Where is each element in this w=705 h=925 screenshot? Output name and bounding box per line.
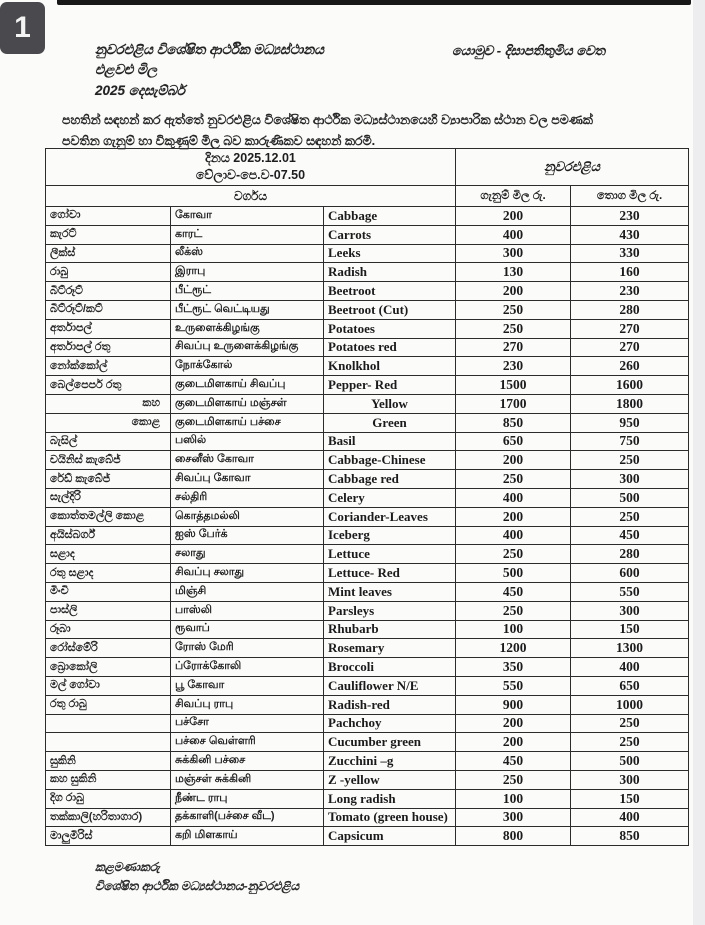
cell-name-english: Iceberg: [324, 526, 456, 545]
cell-name-sinhala: සැල්දිරි: [46, 488, 171, 507]
cell-wholesale-price: 300: [571, 770, 689, 789]
cell-wholesale-price: 160: [571, 263, 689, 282]
cell-wholesale-price: 500: [571, 752, 689, 771]
cell-name-sinhala: අර්තාපල් රතු: [46, 338, 171, 357]
cell-wholesale-price: 250: [571, 714, 689, 733]
cell-name-tamil: பாஸ்லி: [171, 601, 324, 620]
cell-name-tamil: சுக்கினி பச்சை: [171, 752, 324, 771]
cell-name-tamil: ரூவாப்: [171, 620, 324, 639]
cell-name-english: Lettuce- Red: [324, 564, 456, 583]
cell-name-english: Rhubarb: [324, 620, 456, 639]
cell-buying-price: 350: [456, 658, 571, 677]
table-row: [46, 714, 689, 733]
cell-buying-price: 200: [456, 207, 571, 226]
cell-name-tamil: நீண்ட ராபு: [171, 789, 324, 808]
cell-wholesale-price: 600: [571, 564, 689, 583]
document-header: [95, 40, 324, 101]
cell-wholesale-price: 550: [571, 582, 689, 601]
cell-name-tamil: லீக்ஸ்: [171, 244, 324, 263]
table-row: [46, 470, 689, 489]
cell-name-tamil: உருளைக்கிழங்கு: [171, 319, 324, 338]
cell-wholesale-price: 400: [571, 658, 689, 677]
table-header-row-1: [46, 149, 689, 186]
cell-name-english: Basil: [324, 432, 456, 451]
cell-name-english: Potatoes: [324, 319, 456, 338]
cell-name-english: Cucumber green: [324, 733, 456, 752]
cell-name-tamil: பீட்ரூட்: [171, 282, 324, 301]
cell-name-sinhala: ගෝවා: [46, 207, 171, 226]
cell-buying-price: 400: [456, 526, 571, 545]
table-row: [46, 564, 689, 583]
cell-name-tamil: தக்காளி(பச்சை வீட): [171, 808, 324, 827]
table-row: [46, 658, 689, 677]
cell-wholesale-price: 250: [571, 733, 689, 752]
cell-name-tamil: பஸில்: [171, 432, 324, 451]
cell-name-sinhala: කහ: [46, 394, 171, 413]
cell-name-english: Cabbage red: [324, 470, 456, 489]
cell-wholesale-price: 260: [571, 357, 689, 376]
cell-name-sinhala: රතු රාබු: [46, 695, 171, 714]
cell-buying-price: 500: [456, 564, 571, 583]
cell-name-sinhala: නෝක්කෝල්: [46, 357, 171, 376]
variety-header: වර්ගය: [46, 186, 456, 207]
cell-name-sinhala: බ්‍රොකෝලි: [46, 658, 171, 677]
table-row: [46, 733, 689, 752]
cell-name-english: Cabbage: [324, 207, 456, 226]
cell-buying-price: 450: [456, 582, 571, 601]
cell-wholesale-price: 270: [571, 319, 689, 338]
price-list-subtitle: එළවළු මිල: [95, 62, 158, 78]
cell-wholesale-price: 1800: [571, 394, 689, 413]
cell-name-sinhala: දිග රාබු: [46, 789, 171, 808]
cell-name-sinhala: අර්තාපල්: [46, 319, 171, 338]
cell-name-sinhala: කහ සුකිනි: [46, 770, 171, 789]
table-row: [46, 507, 689, 526]
cell-buying-price: 650: [456, 432, 571, 451]
cell-name-sinhala: රේඩ් කැබේජ්: [46, 470, 171, 489]
cell-name-tamil: இராபு: [171, 263, 324, 282]
cell-name-tamil: சலாது: [171, 545, 324, 564]
cell-wholesale-price: 850: [571, 827, 689, 846]
table-row: [46, 582, 689, 601]
cell-name-tamil: குடைமிளகாய் மஞ்சள்: [171, 394, 324, 413]
cell-name-english: Pepper- Red: [324, 376, 456, 395]
document-footer: [95, 858, 299, 896]
table-row: [46, 263, 689, 282]
cell-name-tamil: நோக்கோல்: [171, 357, 324, 376]
cell-name-sinhala: රෝස්මේරි: [46, 639, 171, 658]
cell-name-sinhala: බීට්රූට්: [46, 282, 171, 301]
table-row: [46, 319, 689, 338]
cell-name-sinhala: රතු සළාද: [46, 564, 171, 583]
cell-wholesale-price: 250: [571, 451, 689, 470]
table-row: [46, 413, 689, 432]
cell-wholesale-price: 280: [571, 300, 689, 319]
cell-buying-price: 250: [456, 545, 571, 564]
cell-name-sinhala: සළාද: [46, 545, 171, 564]
table-row: [46, 827, 689, 846]
table-header-row-2: [46, 186, 689, 207]
table-row: [46, 676, 689, 695]
cell-name-tamil: பூ கோவா: [171, 676, 324, 695]
cell-name-tamil: ஐஸ் பேர்க்: [171, 526, 324, 545]
table-row: [46, 376, 689, 395]
cell-name-tamil: குடைமிளகாய் சிவப்பு: [171, 376, 324, 395]
intro-line-1: පහතින් සඳහන් කර ඇත්තේ නුවරඑළිය විශේෂිත ආර්ථික මධ්‍යස්ථානයෙහි ව්‍යාපාරික ස්ථාන වල පමණක්: [62, 113, 593, 127]
scan-top-bar: [57, 0, 691, 5]
cell-name-english: Broccoli: [324, 658, 456, 677]
cell-wholesale-price: 950: [571, 413, 689, 432]
cell-name-english: Rosemary: [324, 639, 456, 658]
cell-wholesale-price: 300: [571, 470, 689, 489]
signatory-office: විශේෂිත ආර්ථික මධ්‍යස්ථානය-නුවරඑළිය: [95, 879, 300, 894]
cell-wholesale-price: 400: [571, 808, 689, 827]
cell-name-english: Knolkhol: [324, 357, 456, 376]
cell-buying-price: 230: [456, 357, 571, 376]
cell-name-english: Beetroot: [324, 282, 456, 301]
table-row: [46, 207, 689, 226]
wholesale-price-header: තොග මිල රු.: [571, 186, 689, 207]
cell-buying-price: 300: [456, 244, 571, 263]
cell-name-english: Potatoes red: [324, 338, 456, 357]
cell-name-english: Long radish: [324, 789, 456, 808]
page-number: 1: [14, 11, 31, 44]
cell-name-tamil: மிஞ்சி: [171, 582, 324, 601]
buying-price-header: ගැනුම් මිල රු.: [456, 186, 571, 207]
cell-wholesale-price: 150: [571, 789, 689, 808]
cell-name-sinhala: මාලුමිරිස්: [46, 827, 171, 846]
cell-buying-price: 200: [456, 282, 571, 301]
cell-name-english: Beetroot (Cut): [324, 300, 456, 319]
cell-name-sinhala: රාබු: [46, 263, 171, 282]
table-row: [46, 338, 689, 357]
cell-name-sinhala: කොළ: [46, 413, 171, 432]
centre-title: නුවරඑළිය විශේෂිත ආර්ථික මධ්‍යස්ථානය: [95, 42, 324, 57]
cell-buying-price: 200: [456, 714, 571, 733]
cell-buying-price: 550: [456, 676, 571, 695]
cell-name-english: Z -yellow: [324, 770, 456, 789]
cell-name-english: Cabbage-Chinese: [324, 451, 456, 470]
cell-name-sinhala: බැසිල්: [46, 432, 171, 451]
cell-name-sinhala: මල් ගෝවා: [46, 676, 171, 695]
cell-wholesale-price: 150: [571, 620, 689, 639]
cell-buying-price: 250: [456, 319, 571, 338]
cell-name-english: Radish: [324, 263, 456, 282]
intro-paragraph: [62, 110, 662, 151]
cell-name-english: Celery: [324, 488, 456, 507]
cell-name-english: Zucchini –g: [324, 752, 456, 771]
cell-wholesale-price: 330: [571, 244, 689, 263]
cell-name-tamil: சைனீஸ் கோவா: [171, 451, 324, 470]
cell-name-tamil: குடைமிளகாய் பச்சை: [171, 413, 324, 432]
table-row: [46, 752, 689, 771]
table-row: [46, 300, 689, 319]
cell-buying-price: 100: [456, 620, 571, 639]
cell-name-english: Green: [324, 413, 456, 432]
cell-name-tamil: பச்சோ: [171, 714, 324, 733]
month-label: 2025 දෙසැම්බර්: [95, 82, 185, 98]
cell-name-sinhala: තක්කාලි(හරිතාගාර): [46, 808, 171, 827]
cell-name-tamil: கோவா: [171, 207, 324, 226]
cell-name-english: Lettuce: [324, 545, 456, 564]
table-row: [46, 451, 689, 470]
cell-buying-price: 400: [456, 488, 571, 507]
cell-buying-price: 400: [456, 225, 571, 244]
table-row: [46, 488, 689, 507]
date-label: දිනය 2025.12.01: [205, 150, 296, 165]
table-row: [46, 601, 689, 620]
cell-name-english: Pachchoy: [324, 714, 456, 733]
cell-buying-price: 130: [456, 263, 571, 282]
cell-name-tamil: சிவப்பு சலாது: [171, 564, 324, 583]
table-row: [46, 695, 689, 714]
cell-name-sinhala: රූබා: [46, 620, 171, 639]
reference-line: යොමුව - දිසාපතිතුමිය වෙත: [452, 43, 606, 58]
table-row: [46, 244, 689, 263]
cell-wholesale-price: 230: [571, 282, 689, 301]
cell-name-english: Coriander-Leaves: [324, 507, 456, 526]
table-row: [46, 808, 689, 827]
table-row: [46, 526, 689, 545]
cell-name-english: Cauliflower N/E: [324, 676, 456, 695]
cell-name-english: Tomato (green house): [324, 808, 456, 827]
cell-name-sinhala: [46, 733, 171, 752]
cell-buying-price: 270: [456, 338, 571, 357]
cell-name-sinhala: අයිස්බර්ග්: [46, 526, 171, 545]
cell-wholesale-price: 270: [571, 338, 689, 357]
cell-name-tamil: கறி மிளகாய்: [171, 827, 324, 846]
cell-buying-price: 850: [456, 413, 571, 432]
cell-name-sinhala: බීට්රූට්/කට්: [46, 300, 171, 319]
cell-wholesale-price: 250: [571, 507, 689, 526]
cell-name-sinhala: බෙල්පෙපර් රතු: [46, 376, 171, 395]
cell-wholesale-price: 1600: [571, 376, 689, 395]
cell-name-sinhala: සුකිනි: [46, 752, 171, 771]
cell-name-tamil: மஞ்சள் சுக்கினி: [171, 770, 324, 789]
intro-line-2: පවතින ගැනුම් හා විකුණුම් මිල බව කාරුණිකව සඳහන් කරමි.: [62, 133, 376, 148]
table-row: [46, 789, 689, 808]
cell-wholesale-price: 650: [571, 676, 689, 695]
cell-buying-price: 200: [456, 507, 571, 526]
vegetable-price-table: [45, 148, 689, 846]
table-row: [46, 639, 689, 658]
cell-name-sinhala: චයිනිස් කැබේජ්: [46, 451, 171, 470]
cell-wholesale-price: 230: [571, 207, 689, 226]
table-row: [46, 357, 689, 376]
cell-buying-price: 100: [456, 789, 571, 808]
cell-name-tamil: ரோஸ் மேரி: [171, 639, 324, 658]
cell-name-tamil: பீட்ரூட் வெட்டியது: [171, 300, 324, 319]
table-row: [46, 432, 689, 451]
cell-buying-price: 250: [456, 770, 571, 789]
cell-wholesale-price: 280: [571, 545, 689, 564]
time-label: වේලාව-පෙ.ව-07.50: [195, 168, 306, 182]
cell-name-sinhala: මිංචි: [46, 582, 171, 601]
signatory-title: කළමණාකරු: [95, 860, 160, 874]
cell-buying-price: 250: [456, 470, 571, 489]
page-number-badge: [0, 2, 45, 54]
cell-name-tamil: சிவப்பு ராபு: [171, 695, 324, 714]
table-row: [46, 394, 689, 413]
cell-name-english: Leeks: [324, 244, 456, 263]
price-table-body: [46, 207, 689, 846]
table-row: [46, 282, 689, 301]
scan-edge-shadow: [693, 0, 705, 925]
cell-buying-price: 450: [456, 752, 571, 771]
cell-name-english: Yellow: [324, 394, 456, 413]
cell-buying-price: 250: [456, 601, 571, 620]
cell-buying-price: 200: [456, 733, 571, 752]
cell-wholesale-price: 430: [571, 225, 689, 244]
table-row: [46, 620, 689, 639]
cell-wholesale-price: 450: [571, 526, 689, 545]
cell-name-sinhala: පාස්ලි: [46, 601, 171, 620]
cell-wholesale-price: 300: [571, 601, 689, 620]
cell-buying-price: 300: [456, 808, 571, 827]
cell-wholesale-price: 750: [571, 432, 689, 451]
table-row: [46, 770, 689, 789]
cell-buying-price: 250: [456, 300, 571, 319]
cell-name-tamil: சிவப்பு கோவா: [171, 470, 324, 489]
date-time-header: [46, 149, 456, 186]
cell-name-tamil: சல்திரி: [171, 488, 324, 507]
table-row: [46, 225, 689, 244]
cell-buying-price: 800: [456, 827, 571, 846]
cell-name-tamil: ப்ரோக்கோலி: [171, 658, 324, 677]
cell-name-english: Mint leaves: [324, 582, 456, 601]
cell-name-sinhala: කැරට්: [46, 225, 171, 244]
cell-buying-price: 1700: [456, 394, 571, 413]
cell-wholesale-price: 500: [571, 488, 689, 507]
cell-name-tamil: கொத்தமல்லி: [171, 507, 324, 526]
cell-name-tamil: சிவப்பு உருளைக்கிழங்கு: [171, 338, 324, 357]
cell-name-english: Parsleys: [324, 601, 456, 620]
cell-name-english: Capsicum: [324, 827, 456, 846]
cell-name-sinhala: කොත්තමල්ලි කොළ: [46, 507, 171, 526]
cell-name-english: Radish-red: [324, 695, 456, 714]
cell-name-english: Carrots: [324, 225, 456, 244]
cell-name-tamil: காரட்: [171, 225, 324, 244]
cell-buying-price: 200: [456, 451, 571, 470]
cell-wholesale-price: 1000: [571, 695, 689, 714]
cell-wholesale-price: 1300: [571, 639, 689, 658]
cell-name-sinhala: [46, 714, 171, 733]
cell-name-sinhala: ලීක්ස්: [46, 244, 171, 263]
table-row: [46, 545, 689, 564]
location-header: නුවරඑළිය: [456, 149, 689, 186]
cell-name-tamil: பச்சை வெள்ளரி: [171, 733, 324, 752]
cell-buying-price: 900: [456, 695, 571, 714]
cell-buying-price: 1200: [456, 639, 571, 658]
cell-buying-price: 1500: [456, 376, 571, 395]
